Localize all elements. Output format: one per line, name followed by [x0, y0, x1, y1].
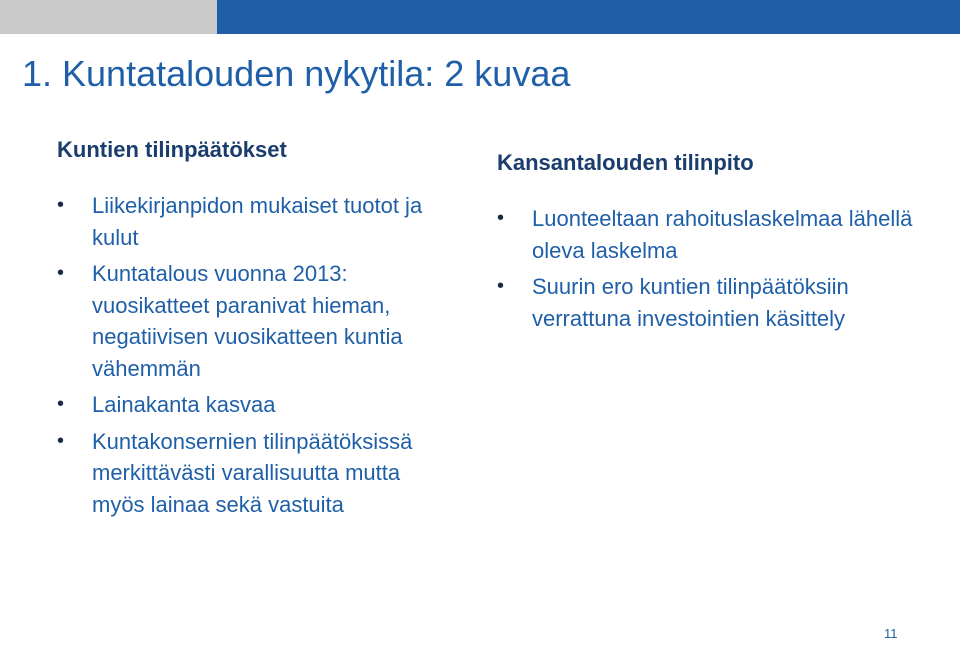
list-item — [57, 190, 457, 253]
left-column — [57, 133, 457, 525]
bullet-text: Kuntakonsernien tilinpäätöksissä merkittävästi varallisuutta mutta myös lainaa sekä vastuita — [92, 428, 413, 517]
list-item — [57, 258, 457, 384]
page-number: 11 — [884, 626, 898, 641]
header-blue-bar — [217, 0, 960, 34]
list-item — [57, 389, 457, 421]
right-column — [497, 146, 937, 339]
bullet-text: Liikekirjanpidon mukaiset tuotot ja kulut — [92, 193, 423, 250]
list-item — [57, 426, 457, 521]
bullet-icon: • — [57, 393, 65, 415]
left-heading: Kuntien tilinpäätökset — [57, 137, 287, 162]
bullet-icon: • — [497, 207, 505, 229]
right-heading: Kansantalouden tilinpito — [497, 150, 754, 175]
bullet-text: Lainakanta kasvaa — [92, 392, 276, 417]
list-item — [497, 203, 937, 266]
left-bullet-list — [57, 190, 457, 520]
bullet-icon: • — [57, 429, 65, 452]
bullet-text: Kuntatalous vuonna 2013: vuosikatteet paranivat hieman, negatiivisen vuosikatteen kuntia vähemmän — [92, 261, 403, 381]
slide-title: 1. Kuntatalouden nykytila: 2 kuvaa — [22, 53, 571, 94]
bullet-text: Suurin ero kuntien tilinpäätöksiin verrattuna investointien käsittely — [532, 274, 849, 331]
bullet-icon: • — [497, 275, 505, 297]
list-item — [497, 271, 937, 334]
bullet-text: Luonteeltaan rahoituslaskelmaa lähellä oleva laskelma — [532, 206, 913, 263]
bullet-icon: • — [57, 262, 65, 284]
right-bullet-list — [497, 203, 937, 334]
bullet-icon: • — [57, 194, 65, 216]
header-gray-bar — [0, 0, 217, 34]
